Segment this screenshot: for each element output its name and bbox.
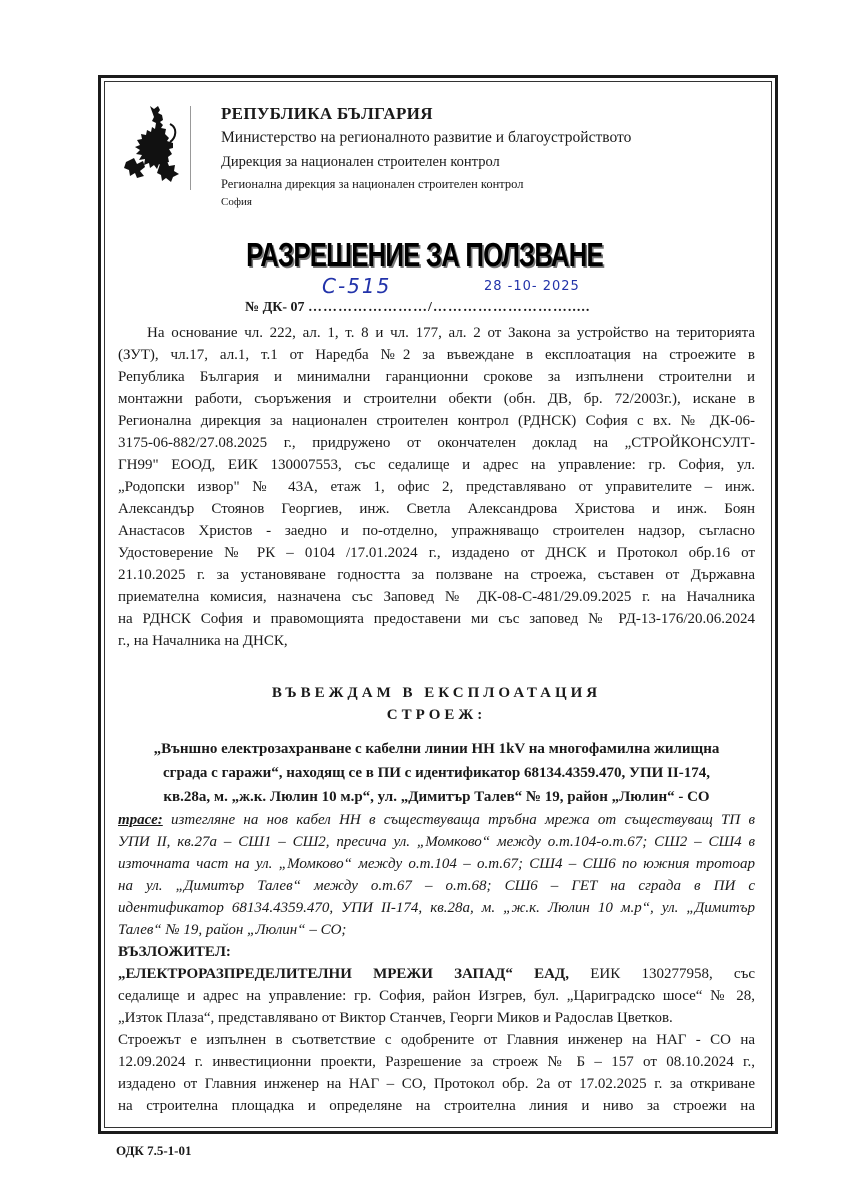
decision-section bbox=[118, 682, 755, 1117]
trace-text: изтегляне на нов кабел НН в съществуваща тръбна мрежа от съществуващ ТП в bbox=[162, 812, 755, 828]
city-name: София bbox=[221, 196, 252, 208]
text-line: На основание чл. 222, ал. 1, т. 8 и чл. 177, ал. 2 от Закона за устройство на територията bbox=[147, 325, 755, 341]
trace-label: трасе: bbox=[118, 812, 163, 828]
assignor-line: седалище и адрес на управление: гр. София, район Изгрев, бул. „Цариградско шосе“ № 28, bbox=[118, 988, 755, 1004]
decision-subheading: СТРОЕЖ: bbox=[386, 707, 487, 723]
document-title: РАЗРЕШЕНИЕ ЗА ПОЛЗВАНЕ bbox=[246, 236, 603, 273]
handwritten-number: С-515 bbox=[322, 274, 392, 298]
regional-directorate-name: Регионална дирекция за национален строителен контрол bbox=[221, 177, 524, 191]
header-divider bbox=[190, 106, 191, 190]
trace-line bbox=[118, 809, 755, 831]
text-line: на РДНСК София и правомощията предоставени ми със заповед № РД-13-176/20.06.2024 bbox=[118, 611, 755, 627]
text-line: Строежът е изпълнен в съответствие с одобрените от Главния инженер на НАГ - СО на bbox=[118, 1032, 755, 1048]
assignor-eik: ЕИК 130277958, със bbox=[568, 966, 755, 982]
text-line: Александър Стоянов Георгиев, инж. Светла Александрова Христова и инж. Боян bbox=[118, 501, 755, 517]
text-line: Анастасов Христов - заедно и по-отделно, упражняващо строителен надзор, съгласно bbox=[118, 523, 755, 539]
bulgarian-lion-crest-icon bbox=[120, 104, 182, 182]
trace-line: Талев“ № 19, район „Люлин“ – СО; bbox=[118, 922, 347, 938]
text-line: монтажни работи, съоръжения и строителни обекти (обн. ДВ, бр. 72/2003г.), искане в bbox=[118, 391, 755, 407]
text-line: „Родопски извор" № 43А, етаж 1, офис 2, представлявано от управителите – инж. bbox=[118, 479, 755, 495]
number-dots: ……………………/………………………..... bbox=[308, 300, 591, 315]
trace-line: източната част на ул. „Момково“ между о.т.104 – о.т.67; СШ4 – СШ6 по южния тротоар bbox=[118, 856, 755, 872]
text-line: на строителна площадка и определяне на строителна линия и ниво за строежи на bbox=[118, 1098, 755, 1114]
document-number bbox=[245, 299, 590, 317]
ministry-name: Министерство на регионалното развитие и благоустройството bbox=[221, 129, 632, 146]
decision-heading: ВЪВЕЖДАМ В ЕКСПЛОАТАЦИЯ bbox=[271, 685, 602, 701]
text-line: 12.09.2024 г. инвестиционни проекти, Разрешение за строеж № Б – 157 от 08.10.2024 г., bbox=[118, 1054, 755, 1070]
trace-line: идентификатор 68134.4359.470, УПИ II-174, кв.28а, м. „ж.к. Люлин 10 м.р“, ул. „Димитър bbox=[118, 900, 755, 916]
compliance-paragraph bbox=[118, 1029, 755, 1117]
trace-line: УПИ II, кв.27а – СШ1 – СШ2, пресича ул. „Момково“ между о.т.104-о.т.67; СШ2 – СШ4 в bbox=[118, 834, 755, 850]
text-line: Удостоверение № РК – 0104 /17.01.2024 г., издадено от ДНСК и Протокол обр.16 от bbox=[118, 545, 755, 561]
form-code: ОДК 7.5-1-01 bbox=[116, 1143, 192, 1158]
assignor-line: „Изток Плаза“, представлявано от Виктор Станчев, Георги Миков и Радослав Цветков. bbox=[118, 1010, 673, 1026]
text-line: г., на Началника на ДНСК, bbox=[118, 633, 288, 649]
assignor-line bbox=[118, 963, 755, 985]
text-line: 21.10.2025 г. за установяване годността за ползване на строежа, съставен от Държавна bbox=[118, 567, 755, 583]
date-stamp: 28 -10- 2025 bbox=[484, 279, 580, 294]
text-line: ГН99" ЕООД, ЕИК 130007553, със седалище и адрес на управление: гр. София, ул. bbox=[118, 457, 755, 473]
text-line: 3175-06-882/27.08.2025 г., придружено от окончателен доклад на „СТРОЙКОНСУЛТ- bbox=[118, 435, 755, 451]
object-line: „Външно електрозахранване с кабелни линии НН 1kV на многофамилна жилищна bbox=[153, 741, 720, 757]
country-name: РЕПУБЛИКА БЪЛГАРИЯ bbox=[221, 104, 433, 123]
assignor-label: ВЪЗЛОЖИТЕЛ: bbox=[118, 944, 231, 960]
trace-line: на ул. „Димитър Талев“ между о.т.67 – о.т.68; СШ6 – ГЕТ на сграда в ПИ с bbox=[118, 878, 755, 894]
number-prefix: № ДК- 07 bbox=[245, 300, 309, 315]
object-line: сграда с гаражи“, находящ се в ПИ с идентификатор 68134.4359.470, УПИ II-174, bbox=[163, 765, 710, 781]
preamble-paragraph bbox=[118, 322, 755, 652]
directorate-name: Дирекция за национален строителен контрол bbox=[221, 154, 500, 170]
text-line: (ЗУТ), чл.17, ал.1, т.1 от Наредба №2 за въвеждане в експлоатация на строежите в bbox=[118, 347, 755, 363]
text-line: издадено от Главния инженер на НАГ – СО, Протокол обр. 2а от 17.02.2025 г. за откриване bbox=[118, 1076, 755, 1092]
text-line: Република България и минимални гаранционни срокове за изпълнени строителни и bbox=[118, 369, 755, 385]
object-line: кв.28а, м. „ж.к. Люлин 10 м.р“, ул. „Димитър Талев“ № 19, район „Люлин“ - СО bbox=[163, 789, 710, 805]
text-line: приемателна комисия, назначена със Заповед № ДК-08-С-481/29.09.2025 г. на Началника bbox=[118, 589, 755, 605]
assignor-name: „ЕЛЕКТРОРАЗПРЕДЕЛИТЕЛНИ МРЕЖИ ЗАПАД“ ЕАД, bbox=[118, 966, 569, 982]
text-line: Регионална дирекция за национален строителен контрол (РДНСК) София с вх. № ДК-06- bbox=[118, 413, 755, 429]
